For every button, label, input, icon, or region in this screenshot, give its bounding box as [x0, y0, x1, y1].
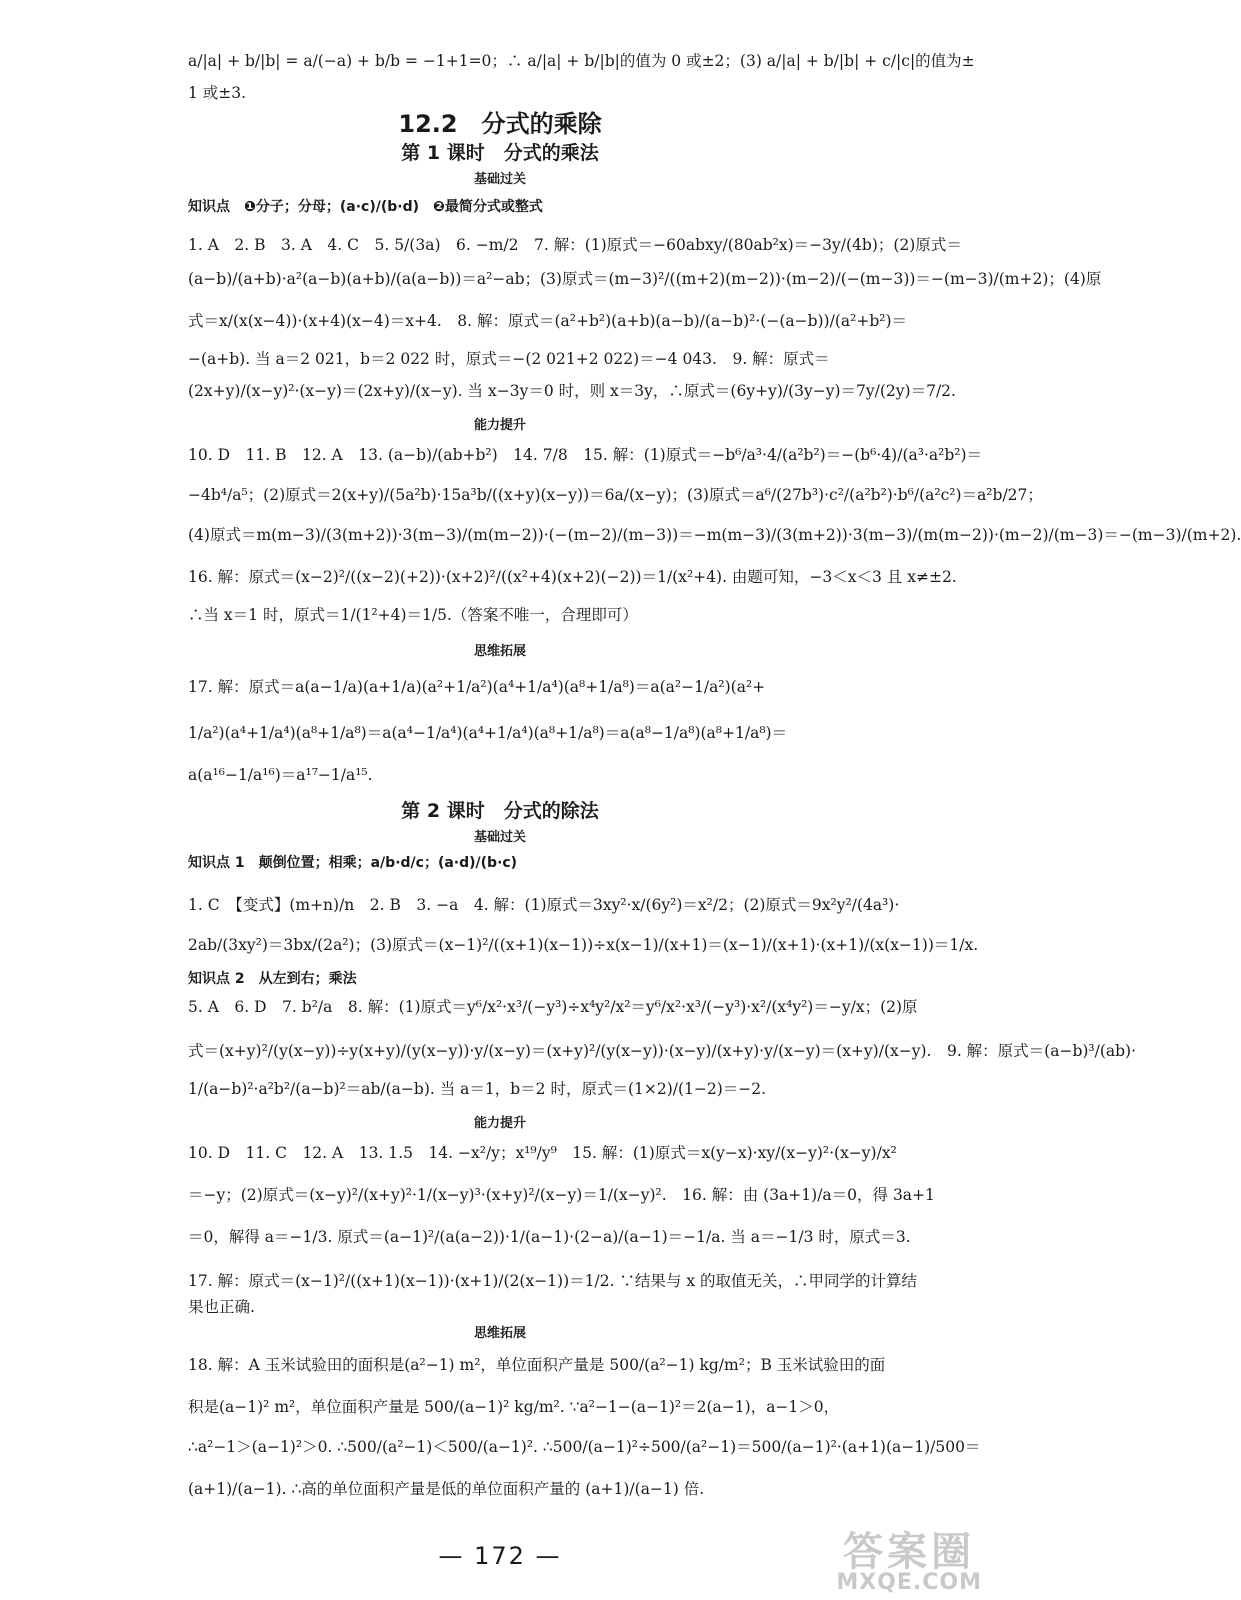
section-heading: 基础过关	[473, 830, 526, 845]
text-line: 积是(a−1)² m²，单位面积产量是 500/(a−1)² kg/m². ∵a²−1−(a−1)²＝2(a−1)，a−1＞0，	[188, 1398, 840, 1416]
knowledge-point: 知识点 1 颠倒位置；相乘；a/b·d/c；(a·d)/(b·c)	[188, 855, 518, 871]
text-line: (2x+y)/(x−y)²·(x−y)＝(2x+y)/(x−y). 当 x−3y＝0 时，则 x＝3y，∴原式＝(6y+y)/(3y−y)＝7y/(2y)＝7/2.	[188, 382, 956, 400]
page-number: — 172 —	[438, 1542, 562, 1570]
watermark-en: MXQE.COM	[836, 1570, 982, 1595]
text-line: (4)原式＝m(m−3)/(3(m+2))·3(m−3)/(m(m−2))·(−(m−2)/(m−3))＝−m(m−3)/(3(m+2))·3(m−3)/(m(m−2))·(m−2)/(m−3)＝−(m−3)/(m+2).	[188, 526, 1241, 544]
knowledge-point: 知识点 ❶分子；分母；(a·c)/(b·d) ❷最简分式或整式	[188, 199, 543, 215]
text-line: 17. 解：原式＝a(a−1/a)(a+1/a)(a²+1/a²)(a⁴+1/a⁴)(a⁸+1/a⁸)＝a(a²−1/a²)(a²+	[188, 678, 766, 696]
text-line: 10. D 11. C 12. A 13. 1.5 14. −x²/y；x¹⁹/y⁹ 15. 解：(1)原式＝x(y−x)·xy/(x−y)²·(x−y)/x²	[188, 1144, 897, 1162]
text-line: 17. 解：原式＝(x−1)²/((x+1)(x−1))·(x+1)/(2(x−1))＝1/2. ∵结果与 x 的取值无关，∴甲同学的计算结	[188, 1272, 918, 1290]
section-heading: 能力提升	[473, 1116, 526, 1131]
text-line: ＝−y；(2)原式＝(x−y)²/(x+y)²·1/(x−y)³·(x+y)²/(x−y)＝1/(x−y)². 16. 解：由 (3a+1)/a＝0，得 3a+1	[188, 1186, 935, 1204]
section-heading: 思维拓展	[473, 644, 526, 659]
text-line: ＝0，解得 a＝−1/3. 原式＝(a−1)²/(a(a−2))·1/(a−1)·(2−a)/(a−1)＝−1/a. 当 a＝−1/3 时，原式＝3.	[188, 1228, 911, 1246]
section-heading: 能力提升	[473, 418, 526, 433]
text-line: a/|a| + b/|b| = a/(−a) + b/b = −1+1=0；∴ a/|a| + b/|b|的值为 0 或±2；(3) a/|a| + b/|b| + c/|c|的值为±	[188, 52, 975, 70]
text-line: (a−b)/(a+b)·a²(a−b)(a+b)/(a(a−b))＝a²−ab；(3)原式＝(m−3)²/((m+2)(m−2))·(m−2)/(−(m−3))＝−(m−3)/(m+2)；(4)原	[188, 270, 1102, 288]
section-heading: 基础过关	[473, 172, 526, 187]
text-line: ∴当 x＝1 时，原式＝1/(1²+4)＝1/5.（答案不唯一，合理即可）	[188, 606, 638, 624]
lesson2-title: 第 2 课时 分式的除法	[401, 800, 599, 822]
text-line: (a+1)/(a−1). ∴高的单位面积产量是低的单位面积产量的 (a+1)/(a−1) 倍.	[188, 1480, 705, 1498]
text-line: ∴a²−1＞(a−1)²＞0. ∴500/(a²−1)＜500/(a−1)². ∴500/(a−1)²÷500/(a²−1)＝500/(a−1)²·(a+1)(a−1)/500＝	[188, 1438, 981, 1456]
watermark-cn: 答案圈	[843, 1529, 976, 1575]
lesson-title: 12.2 分式的乘除	[398, 110, 602, 138]
section-heading: 思维拓展	[473, 1326, 526, 1341]
text-line: 式＝x/(x(x−4))·(x+4)(x−4)＝x+4. 8. 解：原式＝(a²+b²)(a+b)(a−b)/(a−b)²·(−(a−b))/(a²+b²)＝	[188, 312, 908, 330]
text-line: 18. 解：A 玉米试验田的面积是(a²−1) m²，单位面积产量是 500/(a²−1) kg/m²；B 玉米试验田的面	[188, 1356, 886, 1374]
knowledge-point: 知识点 2 从左到右；乘法	[188, 971, 357, 987]
text-line: a(a¹⁶−1/a¹⁶)＝a¹⁷−1/a¹⁵.	[188, 766, 373, 784]
text-line: 1/(a−b)²·a²b²/(a−b)²＝ab/(a−b). 当 a＝1，b＝2 时，原式＝(1×2)/(1−2)＝−2.	[188, 1080, 767, 1098]
text-line: 1. A 2. B 3. A 4. C 5. 5/(3a) 6. −m/2 7. 解：(1)原式＝−60abxy/(80ab²x)＝−3y/(4b)；(2)原式＝	[188, 236, 962, 254]
text-line: 10. D 11. B 12. A 13. (a−b)/(ab+b²) 14. 7/8 15. 解：(1)原式＝−b⁶/a³·4/(a²b²)＝−(b⁶·4)/(a³·a²b²)＝	[188, 446, 983, 464]
text-line: 5. A 6. D 7. b²/a 8. 解：(1)原式＝y⁶/x²·x³/(−y³)÷x⁴y²/x²＝y⁶/x²·x³/(−y³)·x²/(x⁴y²)＝−y/x；(2)原	[188, 998, 918, 1016]
text-line: −(a+b). 当 a＝2 021，b＝2 022 时，原式＝−(2 021+2 022)＝−4 043. 9. 解：原式＝	[188, 350, 830, 368]
text-line: 1/a²)(a⁴+1/a⁴)(a⁸+1/a⁸)＝a(a⁴−1/a⁴)(a⁴+1/a⁴)(a⁸+1/a⁸)＝a(a⁸−1/a⁸)(a⁸+1/a⁸)＝	[188, 724, 788, 742]
text-line: 果也正确.	[188, 1298, 255, 1316]
text-line: −4b⁴/a⁵；(2)原式＝2(x+y)/(5a²b)·15a³b/((x+y)(x−y))＝6a/(x−y)；(3)原式＝a⁶/(27b³)·c²/(a²b²)·b⁶/(a²c²)＝a²b/27；	[188, 486, 1043, 504]
text-line: 1 或±3.	[188, 84, 247, 102]
watermark-logo	[836, 1529, 982, 1595]
text-line: 式＝(x+y)²/(y(x−y))÷y(x+y)/(y(x−y))·y/(x−y)＝(x+y)²/(y(x−y))·(x−y)/(x+y)·y/(x−y)＝(x+y)/(x−y). 9. 解：原式＝(a−b)³/(ab)·	[188, 1042, 1137, 1060]
lesson1-title: 第 1 课时 分式的乘法	[401, 142, 599, 164]
text-line: 2ab/(3xy²)＝3bx/(2a²)；(3)原式＝(x−1)²/((x+1)(x−1))÷x(x−1)/(x+1)＝(x−1)/(x+1)·(x+1)/(x(x−1))＝1/x.	[188, 936, 979, 954]
text-line: 1. C 【变式】(m+n)/n 2. B 3. −a 4. 解：(1)原式＝3xy²·x/(6y²)＝x²/2；(2)原式＝9x²y²/(4a³)·	[188, 896, 900, 914]
text-line: 16. 解：原式＝(x−2)²/((x−2)(+2))·(x+2)²/((x²+4)(x+2)(−2))＝1/(x²+4). 由题可知，−3＜x＜3 且 x≠±2.	[188, 568, 957, 586]
